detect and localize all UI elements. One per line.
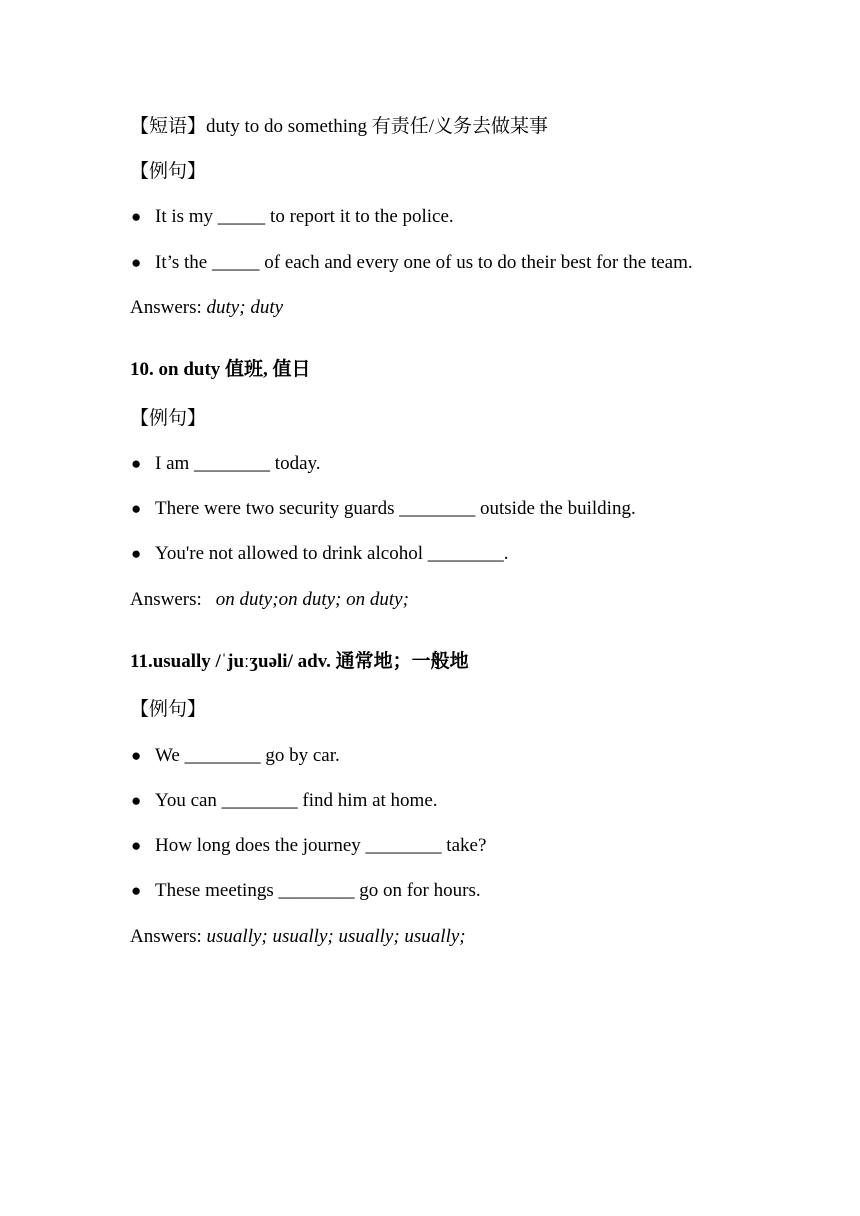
bullet-icon: ● — [131, 253, 142, 272]
section-heading-text: 11.usually /ˈjuːʒuəli/ adv. 通常地；一般地 — [130, 651, 469, 672]
example-bullet — [131, 497, 636, 521]
answers-line — [130, 925, 466, 949]
example-sentence: These meetings ________ go on for hours. — [155, 880, 481, 901]
examples-label — [130, 698, 206, 722]
bullet-icon: ● — [131, 791, 142, 810]
examples-label — [130, 160, 206, 184]
examples-label — [130, 407, 206, 431]
bullet-icon: ● — [131, 881, 142, 900]
bullet-icon: ● — [131, 544, 142, 563]
example-sentence: There were two security guards ________ outside the building. — [155, 498, 636, 519]
example-sentence: You're not allowed to drink alcohol ________. — [155, 543, 509, 564]
section-heading — [130, 358, 311, 382]
example-bullet — [131, 542, 509, 566]
bullet-icon: ● — [131, 746, 142, 765]
answers-label: Answers: — [130, 926, 207, 947]
example-bullet — [131, 251, 693, 275]
examples-label-text: 【例句】 — [130, 699, 207, 720]
answers-text: on duty;on duty; on duty; — [215, 589, 409, 610]
example-sentence: It’s the _____ of each and every one of us to do their best for the team. — [155, 252, 693, 273]
bullet-icon: ● — [131, 207, 142, 226]
bullet-icon: ● — [131, 454, 142, 473]
examples-label-text: 【例句】 — [130, 161, 207, 182]
example-sentence: How long does the journey ________ take? — [155, 835, 487, 856]
example-bullet — [131, 452, 321, 476]
example-sentence: I am ________ today. — [155, 453, 321, 474]
phrase-line — [130, 115, 548, 139]
answers-text: usually; usually; usually; usually; — [206, 926, 466, 947]
answers-line — [130, 588, 409, 612]
answers-line — [130, 296, 283, 320]
example-sentence: It is my _____ to report it to the police. — [155, 206, 454, 227]
example-bullet — [131, 834, 486, 858]
bullet-icon: ● — [131, 499, 142, 518]
section-heading — [130, 650, 469, 674]
phrase-text: 【短语】duty to do something 有责任/义务去做某事 — [130, 116, 549, 137]
example-sentence: You can ________ find him at home. — [155, 790, 438, 811]
example-bullet — [131, 789, 438, 813]
example-bullet — [131, 744, 340, 768]
example-bullet — [131, 879, 481, 903]
answers-label: Answers: — [130, 589, 202, 610]
bullet-icon: ● — [131, 836, 142, 855]
example-sentence: We ________ go by car. — [155, 745, 340, 766]
examples-label-text: 【例句】 — [130, 408, 207, 429]
answers-label: Answers: — [130, 297, 207, 318]
section-heading-text: 10. on duty 值班, 值日 — [130, 359, 311, 380]
answers-text: duty; duty — [206, 297, 284, 318]
example-bullet — [131, 205, 454, 229]
